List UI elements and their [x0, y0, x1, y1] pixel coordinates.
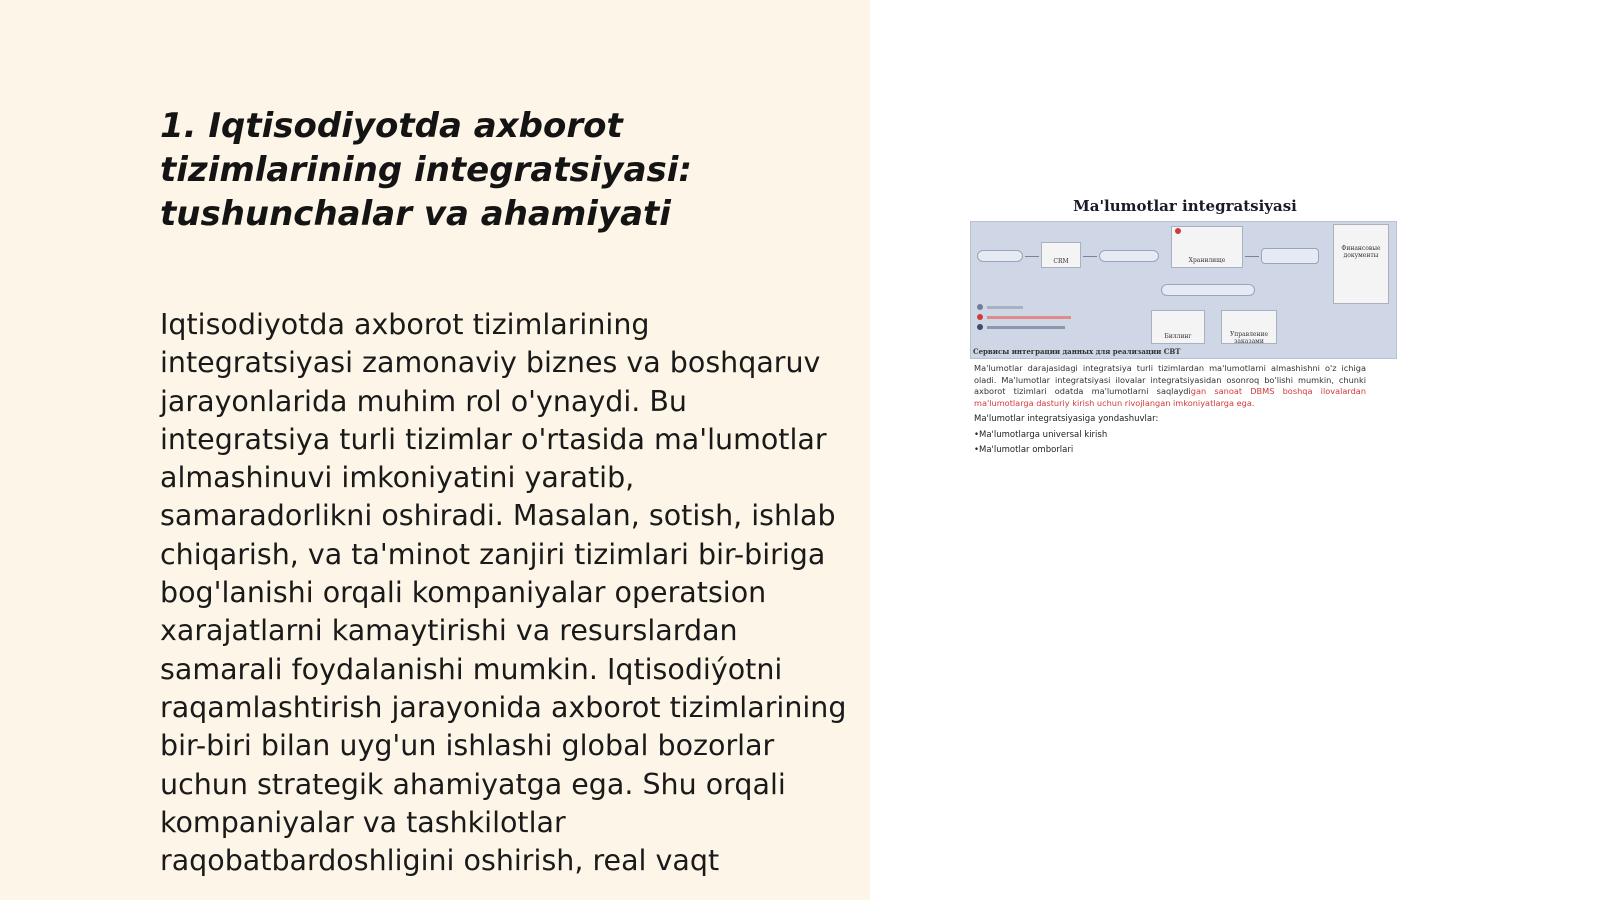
diagram-load-chip: [1261, 248, 1319, 264]
finance-node: Финансовые документы: [1333, 224, 1389, 304]
figure-paragraph-highlight: gan sanoat DBMS boshqa ilovalardan ma'lumotlarga dasturiy kirish uchun rivojlangan imkoniyatlarga ega.: [974, 386, 1367, 408]
diagram-transform-chip: [1099, 250, 1159, 262]
figure-paragraph-main: Ma'lumotlar darajasidagi integratsiya turli tizimlardan ma'lumotlarni almashishni o'z ichiga oladi. Ma'lumotlar integratsiyasi ilovalar integratsiyasidan osonroq bo'lishi mumkin, chunki axborot tizimlari odatda ma'lumotlarni saqlaydi: [974, 363, 1366, 396]
diagram-source-chip: [977, 250, 1023, 262]
legend-line-3: [987, 326, 1065, 329]
approach-heading: Ma'lumotlar integratsiyasiga yondashuvlar:: [974, 414, 1159, 424]
legend-dot-3: [977, 324, 983, 330]
legend-dot-1: [977, 304, 983, 310]
figure-title: Ma'lumotlar integratsiyasi: [1073, 197, 1297, 215]
integration-diagram: [970, 221, 1397, 359]
arrow-1: [1025, 256, 1039, 257]
legend-line-1: [987, 306, 1023, 309]
storage-marker: [1175, 228, 1181, 234]
orders-node: Управление заказами: [1221, 310, 1277, 344]
slide-body: Iqtisodiyotda axborot tizimlarining integratsiyasi zamonaviy biznes va boshqaruv jarayonlarida muhim rol o'ynaydi. Bu integratsiya turli tizimlar o'rtasida ma'lumotlar almashinuvi imkoniyatini yaratib, samaradorlikni oshiradi. Masalan, sotish, ishlab chiqarish, va ta'minot zanjiri tizimlari bir-biriga bog'lanishi orqali kompaniyalar operatsion xarajatlarni kamaytirishi va resurslardan samarali foydalanishi mumkin. Iqtisodiýotni raqamlashtirish jarayonida axborot tizimlarining bir-biri bilan uyg'un ishlashi global bozorlar uchun strategik ahamiyatga ega. Shu orqali kompaniyalar va tashkilotlar raqobatbardoshligini oshirish, real vaqt: [160, 308, 847, 878]
billing-node: Биллинг: [1151, 310, 1205, 344]
list-item: • Ma'lumotlarga universal kirish: [974, 430, 1107, 440]
arrow-3: [1245, 256, 1259, 257]
arrow-2: [1083, 256, 1097, 257]
legend-dot-2: [977, 314, 983, 320]
figure-paragraph: [974, 363, 1366, 409]
storage-node: Хранилище: [1171, 226, 1243, 268]
legend-line-2: [987, 316, 1071, 319]
data-integration-figure: [970, 197, 1400, 462]
diagram-process-chip: [1161, 284, 1255, 296]
diagram-caption: Сервисы интеграции данных для реализации СВТ: [973, 347, 1181, 356]
slide-title: 1. Iqtisodiyotda axborot tizimlarining integratsiyasi: tushunchalar va ahamiyati: [160, 106, 692, 234]
approach-list: [974, 430, 1107, 460]
list-item: • Ma'lumotlar omborlari: [974, 445, 1107, 455]
crm-node: CRM: [1041, 242, 1081, 268]
